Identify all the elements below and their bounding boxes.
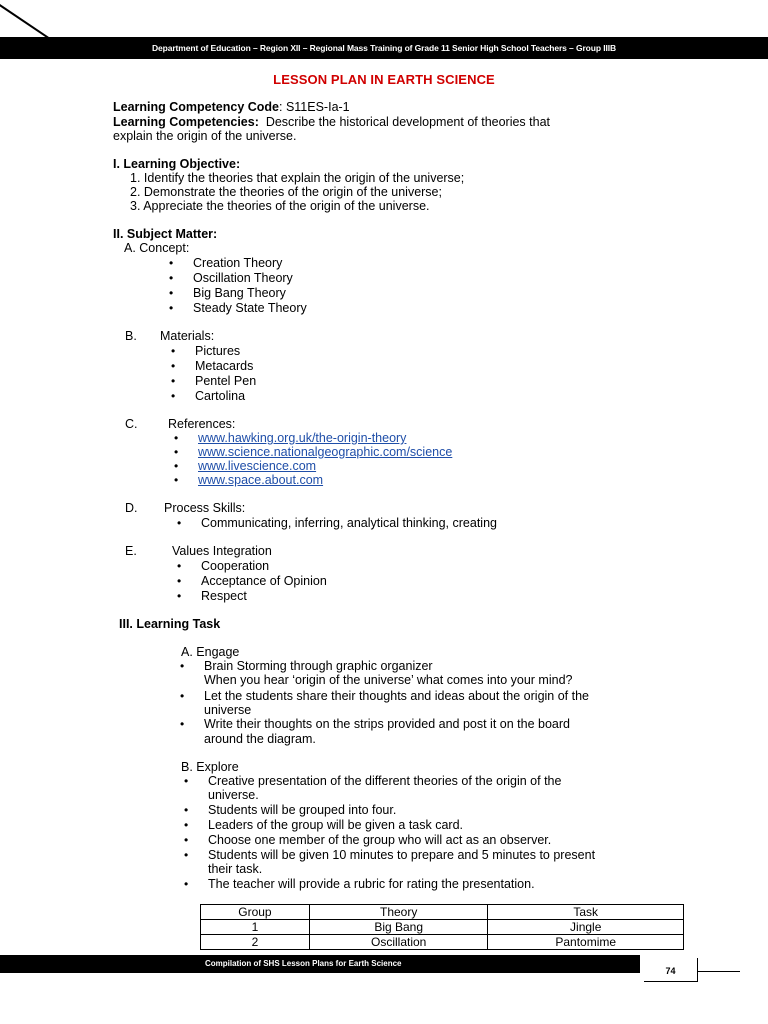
competencies-text: Describe the historical development of theories that [265, 115, 551, 129]
engage-item-cont: When you hear ‘origin of the universe’ what comes into your mind? [204, 673, 573, 687]
competencies-line [113, 115, 550, 130]
materials-label: Materials: [160, 329, 215, 343]
group-task-table [200, 904, 684, 950]
value-item: • Respect [201, 589, 247, 604]
footer-bar: Compilation of SHS Lesson Plans for Earth Science [0, 955, 640, 973]
concept-item: • Steady State Theory [193, 301, 307, 316]
reference-link[interactable]: www.space.about.com [198, 473, 324, 487]
explore-item-cont: universe. [208, 788, 259, 802]
table-header-row [201, 905, 684, 920]
page-number: 74 [644, 958, 698, 982]
engage-item-cont: around the diagram. [204, 732, 316, 746]
reference-item [198, 445, 452, 460]
references-label: References: [168, 417, 236, 431]
competency-code-value: : S11ES-Ia-1 [279, 100, 350, 114]
engage-item: • Write their thoughts on the strips provided and post it on the board [204, 717, 570, 732]
explore-item: • Students will be grouped into four. [208, 803, 396, 818]
competency-code-line [113, 100, 350, 115]
concept-item: • Big Bang Theory [193, 286, 286, 301]
objective-item: 3. Appreciate the theories of the origin of the universe. [130, 199, 430, 213]
table-cell: Big Bang [309, 920, 488, 935]
objective-item: 2. Demonstrate the theories of the origin of the universe; [130, 185, 442, 199]
page-title: LESSON PLAN IN EARTH SCIENCE [273, 72, 495, 87]
table-cell: Oscillation [309, 935, 488, 950]
task-heading: III. Learning Task [119, 617, 221, 631]
objective-item: 1. Identify the theories that explain the origin of the universe; [130, 171, 465, 185]
explore-item: • Choose one member of the group who will act as an observer. [208, 833, 551, 848]
table-row [201, 935, 684, 950]
competency-code-label: Learning Competency Code [113, 100, 279, 114]
explore-item: • Creative presentation of the different theories of the origin of the [208, 774, 561, 789]
reference-item [198, 459, 316, 474]
corner-decoration-line [0, 0, 50, 40]
reference-item [198, 431, 406, 446]
values-letter: E. [125, 544, 137, 558]
values-label: Values Integration [172, 544, 272, 558]
objective-heading: I. Learning Objective: [113, 157, 241, 171]
reference-link[interactable]: www.livescience.com [198, 459, 317, 473]
table-header-cell: Group [201, 905, 310, 920]
header-bar: Department of Education – Region XII – Regional Mass Training of Grade 11 Senior High School Teachers – Group IIIB [0, 37, 768, 59]
explore-item: • The teacher will provide a rubric for rating the presentation. [208, 877, 535, 892]
table-cell: Pantomime [488, 935, 684, 950]
reference-item [198, 473, 323, 488]
references-letter: C. [125, 417, 138, 431]
material-item: • Pictures [195, 344, 240, 359]
table-header-cell: Theory [309, 905, 488, 920]
engage-item-cont: universe [204, 703, 252, 717]
materials-letter: B. [125, 329, 137, 343]
concept-item: • Oscillation Theory [193, 271, 293, 286]
explore-label: B. Explore [181, 760, 239, 774]
engage-item: • Brain Storming through graphic organizer [204, 659, 433, 674]
subject-heading: II. Subject Matter: [113, 227, 218, 241]
competencies-label: Learning Competencies: [113, 115, 259, 129]
table-cell: Jingle [488, 920, 684, 935]
table-cell: 1 [201, 920, 310, 935]
table-header-cell: Task [488, 905, 684, 920]
value-item: • Acceptance of Opinion [201, 574, 327, 589]
material-item: • Pentel Pen [195, 374, 256, 389]
value-item: • Cooperation [201, 559, 269, 574]
explore-item: • Students will be given 10 minutes to prepare and 5 minutes to present [208, 848, 595, 863]
engage-label: A. Engage [181, 645, 240, 659]
material-item: • Metacards [195, 359, 253, 374]
table-cell: 2 [201, 935, 310, 950]
material-item: • Cartolina [195, 389, 245, 404]
skills-letter: D. [125, 501, 138, 515]
concept-item: • Creation Theory [193, 256, 282, 271]
page-number-rule [698, 971, 740, 972]
engage-item: • Let the students share their thoughts and ideas about the origin of the [204, 689, 589, 704]
reference-link[interactable]: www.hawking.org.uk/the-origin-theory [198, 431, 407, 445]
concept-label: A. Concept: [124, 241, 190, 255]
explore-item: • Leaders of the group will be given a task card. [208, 818, 463, 833]
explore-item-cont: their task. [208, 862, 263, 876]
competencies-text-cont: explain the origin of the universe. [113, 129, 297, 143]
skill-item: • Communicating, inferring, analytical thinking, creating [201, 516, 497, 531]
table-row [201, 920, 684, 935]
skills-label: Process Skills: [164, 501, 246, 515]
reference-link[interactable]: www.science.nationalgeographic.com/science [198, 445, 453, 459]
